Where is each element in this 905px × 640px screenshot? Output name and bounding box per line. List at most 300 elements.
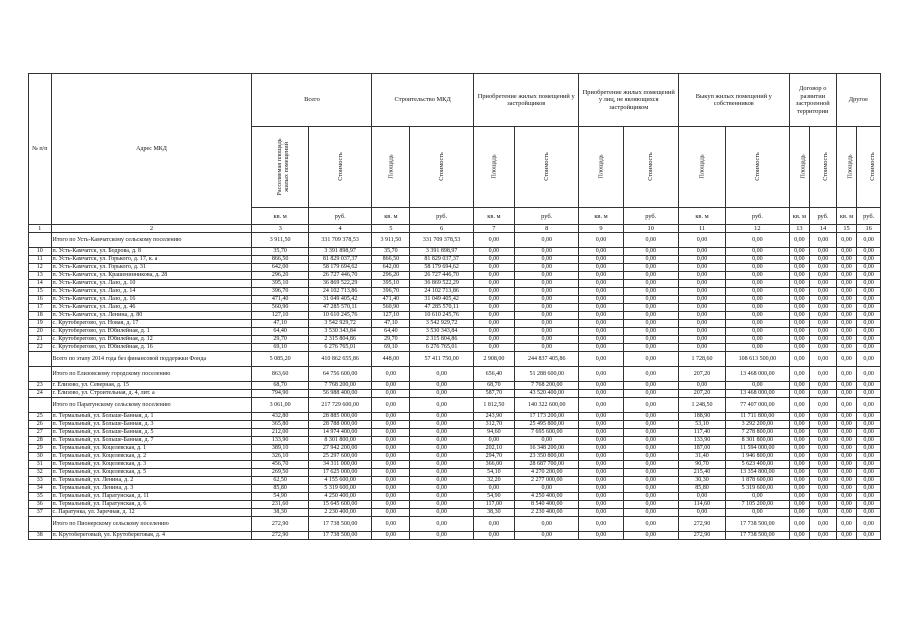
value-cell: 0,00 (810, 328, 837, 336)
value-cell: 0,00 (473, 485, 514, 493)
value-cell: 0,00 (789, 421, 810, 429)
value-cell: 0,00 (810, 248, 837, 256)
value-cell: 0,00 (579, 272, 623, 280)
column-number: 11 (678, 225, 725, 233)
value-cell: 64,40 (372, 328, 410, 336)
value-cell: 0,00 (810, 352, 837, 367)
value-cell: 0,00 (857, 421, 881, 429)
value-cell: 0,00 (623, 233, 678, 248)
group-buyout-owners: Выкуп жилых помещений у собственников (678, 74, 789, 127)
address-cell: п. Усть-Камчатск, ул. Крашенинникова, д. 28 (51, 272, 252, 280)
value-cell: 0,00 (678, 344, 725, 352)
value-cell: 29,70 (252, 336, 308, 344)
value-cell: 0,00 (836, 382, 857, 390)
value-cell: 43 520 400,00 (514, 390, 579, 398)
value-cell: 0,00 (410, 367, 474, 382)
table-row (29, 445, 881, 453)
row-number: 17 (29, 304, 52, 312)
value-cell: 0,00 (623, 344, 678, 352)
value-cell: 47 285 570,11 (308, 304, 372, 312)
unit-cell: кв. м (789, 208, 810, 225)
unit-cell: руб. (514, 208, 579, 225)
value-cell: 0,00 (623, 288, 678, 296)
address-cell: п. Термальный, ул. Коцелевская, д. 2 (51, 453, 252, 461)
value-cell: 0,00 (579, 390, 623, 398)
value-cell: 0,00 (836, 469, 857, 477)
value-cell: 1 812,50 (473, 398, 514, 413)
value-cell: 0,00 (810, 532, 837, 540)
column-number: 16 (857, 225, 881, 233)
value-cell: 0,00 (514, 264, 579, 272)
address-cell: п. Крутобереговый, ул. Крутобереговая, д. 4 (51, 532, 252, 540)
value-cell: 77 407 000,00 (726, 398, 790, 413)
address-cell: Итого по Усть-Камчатскому сельскому поселению (51, 233, 252, 248)
value-cell: 0,00 (789, 398, 810, 413)
value-cell: 0,00 (810, 453, 837, 461)
value-cell: 0,00 (514, 304, 579, 312)
value-cell: 231,60 (252, 501, 308, 509)
value-cell: 0,00 (579, 280, 623, 288)
value-cell: 0,00 (836, 272, 857, 280)
value-cell: 1 946 800,00 (726, 453, 790, 461)
value-cell: 0,00 (623, 264, 678, 272)
group-territory-development: Договор о развитии застроенной территории (789, 74, 836, 127)
value-cell: 28 885 000,00 (308, 413, 372, 421)
row-number: 36 (29, 501, 52, 509)
value-cell: 0,00 (810, 382, 837, 390)
value-cell: 4 270 200,00 (514, 469, 579, 477)
value-cell: 17 738 500,00 (308, 532, 372, 540)
value-cell: 0,00 (623, 312, 678, 320)
value-cell: 0,00 (623, 382, 678, 390)
address-cell: п. Усть-Камчатск, ул. Лазо, д. 10 (51, 280, 252, 288)
value-cell: 0,00 (473, 288, 514, 296)
value-cell: 272,90 (678, 517, 725, 532)
table-row (29, 501, 881, 509)
value-cell: 0,00 (789, 437, 810, 445)
value-cell: 0,00 (372, 421, 410, 429)
value-cell: 4 250 400,00 (308, 493, 372, 501)
value-cell: 3 911,50 (372, 233, 410, 248)
value-cell: 0,00 (857, 304, 881, 312)
value-cell: 64,40 (252, 328, 308, 336)
sub-header-area: Площадь (372, 127, 410, 208)
value-cell: 0,00 (473, 248, 514, 256)
unit-cell: кв. м (836, 208, 857, 225)
value-cell: 0,00 (623, 248, 678, 256)
table-row (29, 344, 881, 352)
value-cell: 27 942 200,00 (308, 445, 372, 453)
value-cell: 0,00 (579, 398, 623, 413)
value-cell: 0,00 (623, 445, 678, 453)
value-cell: 28 788 000,00 (308, 421, 372, 429)
value-cell: 0,00 (857, 493, 881, 501)
value-cell: 0,00 (810, 336, 837, 344)
value-cell: 0,00 (810, 437, 837, 445)
value-cell: 0,00 (857, 296, 881, 304)
value-cell: 0,00 (579, 461, 623, 469)
value-cell: 0,00 (623, 280, 678, 288)
value-cell: 0,00 (678, 248, 725, 256)
value-cell: 47,10 (372, 320, 410, 328)
value-cell: 272,90 (252, 517, 308, 532)
value-cell: 0,00 (623, 304, 678, 312)
value-cell: 3 542 929,72 (308, 320, 372, 328)
value-cell: 0,00 (857, 413, 881, 421)
row-number: 25 (29, 413, 52, 421)
value-cell: 0,00 (623, 509, 678, 517)
value-cell: 0,00 (410, 509, 474, 517)
value-cell: 0,00 (623, 352, 678, 367)
address-cell: с. Крутоберегово, ул. Юбилейная, д. 16 (51, 344, 252, 352)
value-cell: 0,00 (789, 461, 810, 469)
value-cell: 642,00 (252, 264, 308, 272)
value-cell: 0,00 (726, 272, 790, 280)
value-cell: 0,00 (836, 233, 857, 248)
value-cell: 0,00 (623, 296, 678, 304)
sub-header-cost: Стоимость (857, 127, 881, 208)
address-cell: п. Термальный, ул. Паратунская, д. 11 (51, 493, 252, 501)
sub-header-area: Площадь (579, 127, 623, 208)
value-cell: 32,20 (473, 477, 514, 485)
value-cell: 24 102 713,86 (308, 288, 372, 296)
sub-header-area: Площадь (678, 127, 725, 208)
value-cell: 85,80 (678, 485, 725, 493)
value-cell: 0,00 (514, 328, 579, 336)
value-cell: 0,00 (789, 477, 810, 485)
value-cell: 296,20 (372, 272, 410, 280)
value-cell: 0,00 (789, 485, 810, 493)
value-cell: 0,00 (789, 367, 810, 382)
value-cell: 410 862 655,86 (308, 352, 372, 367)
value-cell: 0,00 (473, 256, 514, 264)
value-cell: 0,00 (372, 532, 410, 540)
sub-header-cost: Стоимость (726, 127, 790, 208)
value-cell: 0,00 (857, 509, 881, 517)
table-row (29, 248, 881, 256)
value-cell: 11 711 800,00 (726, 413, 790, 421)
value-cell: 0,00 (579, 264, 623, 272)
value-cell: 0,00 (678, 233, 725, 248)
table-row (29, 509, 881, 517)
value-cell: 30,30 (678, 477, 725, 485)
value-cell: 0,00 (810, 272, 837, 280)
subtotal-row (29, 233, 881, 248)
row-number (29, 398, 52, 413)
value-cell: 0,00 (372, 517, 410, 532)
row-number (29, 367, 52, 382)
value-cell: 0,00 (410, 437, 474, 445)
value-cell: 0,00 (372, 382, 410, 390)
value-cell: 0,00 (836, 477, 857, 485)
housing-resettlement-table-page (28, 73, 881, 540)
address-cell: п. Термальный, ул. Больше-Банная, д. 5 (51, 429, 252, 437)
unit-cell: руб. (810, 208, 837, 225)
value-cell: 0,00 (857, 264, 881, 272)
value-cell: 62,50 (252, 477, 308, 485)
address-cell: п. Термальный, ул. Коцелевская, д. 3 (51, 461, 252, 469)
value-cell: 0,00 (579, 382, 623, 390)
value-cell: 23 350 800,00 (514, 453, 579, 461)
value-cell: 0,00 (623, 398, 678, 413)
value-cell: 0,00 (789, 509, 810, 517)
value-cell: 0,00 (372, 501, 410, 509)
value-cell: 0,00 (678, 280, 725, 288)
address-cell: Итого по Паратунскому сельскому поселению (51, 398, 252, 413)
table-row (29, 469, 881, 477)
value-cell: 863,60 (252, 367, 308, 382)
value-cell: 0,00 (678, 336, 725, 344)
value-cell: 0,00 (514, 233, 579, 248)
value-cell: 0,00 (726, 320, 790, 328)
table-row (29, 280, 881, 288)
value-cell: 0,00 (810, 421, 837, 429)
value-cell: 0,00 (857, 382, 881, 390)
value-cell: 0,00 (789, 390, 810, 398)
value-cell: 0,00 (789, 280, 810, 288)
value-cell: 0,00 (473, 328, 514, 336)
value-cell: 3 911,50 (252, 233, 308, 248)
value-cell: 0,00 (678, 264, 725, 272)
unit-cell: кв. м (372, 208, 410, 225)
value-cell: 0,00 (623, 421, 678, 429)
row-number: 12 (29, 264, 52, 272)
value-cell: 0,00 (514, 320, 579, 328)
value-cell: 0,00 (857, 501, 881, 509)
value-cell: 560,90 (372, 304, 410, 312)
value-cell: 14 974 400,00 (308, 429, 372, 437)
resettlement-table (28, 73, 881, 540)
value-cell: 0,00 (410, 445, 474, 453)
value-cell: 0,00 (473, 272, 514, 280)
header-group-row (29, 74, 881, 127)
value-cell: 0,00 (372, 461, 410, 469)
value-cell: 0,00 (857, 233, 881, 248)
value-cell: 54,90 (252, 493, 308, 501)
sub-header-area: Площадь (789, 127, 810, 208)
value-cell: 117,40 (678, 429, 725, 437)
value-cell: 0,00 (789, 336, 810, 344)
address-cell: п. Усть-Камчатск, ул. Горького, д. 31 (51, 264, 252, 272)
table-row (29, 256, 881, 264)
value-cell: 395,10 (252, 280, 308, 288)
value-cell: 0,00 (473, 296, 514, 304)
unit-cell: руб. (726, 208, 790, 225)
value-cell: 0,00 (410, 429, 474, 437)
value-cell: 0,00 (726, 280, 790, 288)
value-cell: 0,00 (726, 312, 790, 320)
unit-cell: руб. (308, 208, 372, 225)
value-cell: 396,70 (372, 288, 410, 296)
value-cell: 81 829 037,37 (308, 256, 372, 264)
value-cell: 0,00 (789, 352, 810, 367)
value-cell: 0,00 (726, 344, 790, 352)
row-number: 22 (29, 344, 52, 352)
value-cell: 0,00 (836, 296, 857, 304)
row-number (29, 233, 52, 248)
value-cell: 269,50 (252, 469, 308, 477)
value-cell: 0,00 (810, 367, 837, 382)
value-cell: 389,10 (252, 445, 308, 453)
column-number: 8 (514, 225, 579, 233)
value-cell: 0,00 (579, 429, 623, 437)
row-number: 35 (29, 493, 52, 501)
value-cell: 0,00 (623, 493, 678, 501)
value-cell: 0,00 (836, 352, 857, 367)
value-cell: 0,00 (857, 477, 881, 485)
group-purchase-developers: Приобретение жилых помещений у застройщиков (473, 74, 579, 127)
value-cell: 202,10 (473, 445, 514, 453)
unit-cell: кв. м (678, 208, 725, 225)
value-cell: 0,00 (726, 248, 790, 256)
value-cell: 2 315 804,86 (308, 336, 372, 344)
value-cell: 244 837 405,86 (514, 352, 579, 367)
value-cell: 0,00 (579, 233, 623, 248)
value-cell: 0,00 (789, 493, 810, 501)
value-cell: 396,70 (252, 288, 308, 296)
value-cell: 0,00 (514, 288, 579, 296)
value-cell: 0,00 (836, 264, 857, 272)
value-cell: 0,00 (579, 320, 623, 328)
value-cell: 0,00 (857, 336, 881, 344)
value-cell: 0,00 (579, 509, 623, 517)
value-cell: 0,00 (623, 272, 678, 280)
value-cell: 0,00 (789, 328, 810, 336)
value-cell: 6 276 765,01 (308, 344, 372, 352)
value-cell: 0,00 (789, 320, 810, 328)
value-cell: 0,00 (726, 233, 790, 248)
value-cell: 0,00 (410, 501, 474, 509)
value-cell: 0,00 (810, 429, 837, 437)
value-cell: 0,00 (836, 437, 857, 445)
value-cell: 85,80 (252, 485, 308, 493)
value-cell: 36 869 522,29 (308, 280, 372, 288)
value-cell: 0,00 (857, 312, 881, 320)
value-cell: 0,00 (857, 437, 881, 445)
value-cell: 0,00 (836, 248, 857, 256)
value-cell: 0,00 (473, 517, 514, 532)
address-cell: п. Термальный, ул. Ленина, д. 2 (51, 477, 252, 485)
table-row (29, 312, 881, 320)
value-cell: 0,00 (836, 453, 857, 461)
value-cell: 0,00 (678, 272, 725, 280)
value-cell: 794,90 (252, 390, 308, 398)
value-cell: 187,00 (678, 445, 725, 453)
row-number: 11 (29, 256, 52, 264)
value-cell: 0,00 (789, 445, 810, 453)
value-cell: 0,00 (810, 344, 837, 352)
table-row (29, 304, 881, 312)
table-row (29, 421, 881, 429)
sub-header-cost: Стоимость (514, 127, 579, 208)
value-cell: 36 869 522,29 (410, 280, 474, 288)
col-no-header: № п/п (29, 74, 52, 225)
value-cell: 0,00 (410, 421, 474, 429)
value-cell: 656,40 (473, 367, 514, 382)
unit-cell: кв. м (473, 208, 514, 225)
value-cell: 0,00 (473, 312, 514, 320)
column-number: 14 (810, 225, 837, 233)
value-cell: 0,00 (789, 312, 810, 320)
value-cell: 0,00 (473, 233, 514, 248)
value-cell: 471,40 (372, 296, 410, 304)
value-cell: 0,00 (789, 256, 810, 264)
value-cell: 140 322 600,00 (514, 398, 579, 413)
value-cell: 0,00 (810, 264, 837, 272)
table-row (29, 296, 881, 304)
value-cell: 0,00 (410, 461, 474, 469)
row-number: 37 (29, 509, 52, 517)
value-cell: 58 179 694,62 (410, 264, 474, 272)
address-cell: п. Усть-Камчатск, ул. Бодрова, д. 8 (51, 248, 252, 256)
value-cell: 34 311 000,00 (308, 461, 372, 469)
value-cell: 0,00 (514, 336, 579, 344)
value-cell: 26 727 446,70 (308, 272, 372, 280)
value-cell: 0,00 (810, 493, 837, 501)
value-cell: 0,00 (789, 272, 810, 280)
column-number: 2 (51, 225, 252, 233)
value-cell: 0,00 (857, 320, 881, 328)
value-cell: 0,00 (678, 256, 725, 264)
value-cell: 13 468 000,00 (726, 367, 790, 382)
value-cell: 0,00 (789, 413, 810, 421)
table-row (29, 390, 881, 398)
value-cell: 2 277 000,00 (514, 477, 579, 485)
address-cell: с. Крутоберегово, ул. Новая, д. 17 (51, 320, 252, 328)
value-cell: 4 155 600,00 (308, 477, 372, 485)
value-cell: 560,90 (252, 304, 308, 312)
value-cell: 471,40 (252, 296, 308, 304)
value-cell: 17 738 500,00 (726, 532, 790, 540)
value-cell: 0,00 (810, 296, 837, 304)
value-cell: 0,00 (579, 453, 623, 461)
value-cell: 3 391 898,97 (410, 248, 474, 256)
value-cell: 108 613 500,00 (726, 352, 790, 367)
value-cell: 0,00 (623, 517, 678, 532)
value-cell: 0,00 (514, 280, 579, 288)
value-cell: 0,00 (789, 532, 810, 540)
address-cell: г. Елизово, ул. Строительная, д. 4, лит. а (51, 390, 252, 398)
value-cell: 0,00 (372, 437, 410, 445)
value-cell: 0,00 (836, 445, 857, 453)
value-cell: 3 530 343,84 (410, 328, 474, 336)
column-numbers-row (29, 225, 881, 233)
value-cell: 15 645 600,00 (308, 501, 372, 509)
value-cell: 0,00 (789, 501, 810, 509)
value-cell: 0,00 (810, 320, 837, 328)
column-number: 4 (308, 225, 372, 233)
column-number: 12 (726, 225, 790, 233)
value-cell: 1 878 600,00 (726, 477, 790, 485)
value-cell: 0,00 (514, 344, 579, 352)
value-cell: 207,20 (678, 390, 725, 398)
value-cell: 0,00 (836, 344, 857, 352)
value-cell: 0,00 (836, 532, 857, 540)
value-cell: 54,10 (473, 469, 514, 477)
value-cell: 0,00 (810, 485, 837, 493)
value-cell: 0,00 (789, 264, 810, 272)
value-cell: 0,00 (789, 382, 810, 390)
value-cell: 0,00 (372, 469, 410, 477)
value-cell: 0,00 (857, 280, 881, 288)
value-cell: 0,00 (789, 517, 810, 532)
table-row (29, 328, 881, 336)
value-cell: 0,00 (579, 288, 623, 296)
address-cell: п. Усть-Камчатск, ул. Ленина, д. 80 (51, 312, 252, 320)
value-cell: 0,00 (579, 413, 623, 421)
value-cell: 217 729 600,00 (308, 398, 372, 413)
value-cell: 0,00 (473, 280, 514, 288)
